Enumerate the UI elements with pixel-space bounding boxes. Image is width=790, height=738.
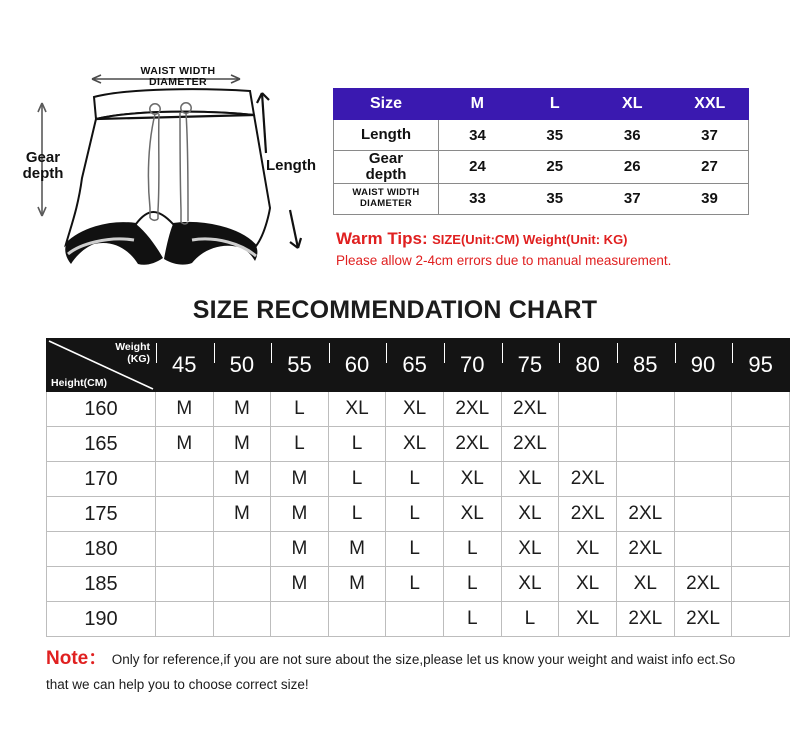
table-row: [47, 532, 790, 567]
size-table-header-row: [334, 89, 749, 120]
size-cell-L: L: [328, 427, 386, 462]
size-cell-XL: XL: [501, 497, 559, 532]
size-cell-L: L: [386, 497, 444, 532]
size-cell-2XL: 2XL: [616, 602, 674, 637]
size-cell-empty: [559, 392, 617, 427]
size-column-xxl: XXL: [671, 89, 749, 120]
size-cell-empty: [674, 392, 732, 427]
size-cell-XL: XL: [501, 567, 559, 602]
warm-tips-title: Warm Tips:: [336, 229, 428, 248]
size-cell-M: M: [271, 567, 329, 602]
size-cell-M: M: [271, 532, 329, 567]
weight-header-65: 65: [386, 339, 444, 392]
weight-header-85: 85: [616, 339, 674, 392]
size-cell-XL: XL: [328, 392, 386, 427]
weight-header-60: 60: [328, 339, 386, 392]
warm-tips-line2: Please allow 2-4cm errors due to manual measurement.: [336, 252, 672, 268]
size-cell-empty: [156, 497, 214, 532]
size-cell-L: L: [271, 427, 329, 462]
size-cell-2XL: 2XL: [616, 532, 674, 567]
table-row: [47, 602, 790, 637]
weight-header-45: 45: [156, 339, 214, 392]
size-cell-empty: [674, 427, 732, 462]
gear-depth-line2: depth: [365, 165, 407, 183]
length-label: Length: [266, 157, 316, 174]
shorts-measurement-diagram: [8, 58, 328, 283]
size-table-header: [334, 89, 749, 120]
height-header-190: 190: [47, 602, 156, 637]
weight-header-55: 55: [271, 339, 329, 392]
size-cell-L: L: [328, 497, 386, 532]
size-cell-empty: [156, 602, 214, 637]
size-cell-L: L: [501, 602, 559, 637]
product-measurement-section: [0, 0, 790, 285]
size-cell-XL: XL: [386, 392, 444, 427]
waist-label-line2: DIAMETER: [148, 76, 208, 89]
rec-grid-body: [47, 392, 790, 637]
size-cell-empty: [616, 427, 674, 462]
rec-grid-corner: [47, 339, 156, 392]
size-cell-empty: [732, 602, 790, 637]
gear-label-line2: depth: [22, 164, 64, 182]
height-axis-label: Height(CM): [51, 377, 107, 389]
size-cell-M: M: [213, 497, 271, 532]
gear-depth-line1: Gear: [368, 150, 404, 167]
warm-tips-units: SIZE(Unit:CM) Weight(Unit: KG): [432, 232, 628, 247]
table-row: [334, 183, 749, 214]
size-cell-XL: XL: [501, 532, 559, 567]
height-header-175: 175: [47, 497, 156, 532]
size-measurement-table: [333, 88, 749, 215]
size-cell-empty: [674, 462, 732, 497]
height-header-170: 170: [47, 462, 156, 497]
size-cell-2XL: 2XL: [443, 392, 501, 427]
note-title: Note：: [46, 648, 108, 669]
weight-header-50: 50: [213, 339, 271, 392]
warm-tips-note: [336, 228, 756, 270]
size-cell: 37: [594, 183, 672, 214]
size-cell-L: L: [386, 567, 444, 602]
size-cell-empty: [271, 602, 329, 637]
height-header-160: 160: [47, 392, 156, 427]
size-cell-2XL: 2XL: [443, 427, 501, 462]
size-cell-2XL: 2XL: [616, 497, 674, 532]
size-cell: 36: [594, 120, 672, 151]
size-cell: 25: [516, 151, 594, 184]
size-cell-empty: [156, 462, 214, 497]
size-cell-empty: [328, 602, 386, 637]
size-table-corner: Size: [334, 89, 439, 120]
size-cell-M: M: [271, 497, 329, 532]
size-cell-L: L: [386, 462, 444, 497]
weight-header-75: 75: [501, 339, 559, 392]
size-cell: 27: [671, 151, 749, 184]
size-cell-2XL: 2XL: [501, 392, 559, 427]
weight-axis-label: [115, 341, 150, 365]
size-column-l: L: [516, 89, 594, 120]
shorts-shadow: [68, 239, 256, 256]
rec-grid-header-row: [47, 339, 790, 392]
size-cell-2XL: 2XL: [674, 602, 732, 637]
bottom-note: [46, 645, 756, 696]
size-cell: 35: [516, 183, 594, 214]
size-cell-empty: [213, 532, 271, 567]
size-cell-empty: [732, 462, 790, 497]
size-cell-empty: [732, 427, 790, 462]
size-cell-XL: XL: [559, 567, 617, 602]
size-cell-XL: XL: [559, 532, 617, 567]
size-cell: 37: [671, 120, 749, 151]
size-cell-empty: [616, 392, 674, 427]
waist-width-line2: DIAMETER: [359, 197, 412, 209]
size-cell-M: M: [271, 462, 329, 497]
table-row: [47, 427, 790, 462]
size-cell-L: L: [386, 532, 444, 567]
size-cell: 39: [671, 183, 749, 214]
size-table-body: [334, 120, 749, 215]
table-row: [334, 151, 749, 184]
size-cell-empty: [213, 602, 271, 637]
size-cell-M: M: [213, 392, 271, 427]
size-cell-M: M: [213, 427, 271, 462]
size-cell: 24: [439, 151, 517, 184]
size-cell-empty: [674, 532, 732, 567]
size-cell-XL: XL: [386, 427, 444, 462]
size-cell-empty: [156, 567, 214, 602]
weight-header-80: 80: [559, 339, 617, 392]
size-cell-empty: [156, 532, 214, 567]
size-cell-empty: [213, 567, 271, 602]
size-cell-M: M: [328, 532, 386, 567]
size-cell-M: M: [213, 462, 271, 497]
height-header-185: 185: [47, 567, 156, 602]
size-cell-2XL: 2XL: [559, 497, 617, 532]
size-cell: 34: [439, 120, 517, 151]
size-cell-empty: [674, 497, 732, 532]
size-cell: 26: [594, 151, 672, 184]
height-header-180: 180: [47, 532, 156, 567]
size-cell-2XL: 2XL: [674, 567, 732, 602]
note-body: Only for reference,if you are not sure about the size,please let us know your weight and waist info ect.So that we can help you to choose correct size!: [46, 652, 736, 692]
size-recommendation-grid: [46, 338, 790, 637]
table-row: [334, 120, 749, 151]
size-cell-empty: [732, 392, 790, 427]
size-cell-empty: [732, 532, 790, 567]
weight-label-line2: (KG): [127, 353, 150, 366]
waist-label-line1: WAIST WIDTH: [140, 65, 216, 77]
size-cell-M: M: [156, 427, 214, 462]
waist-width-line1: WAIST WIDTH: [352, 187, 420, 199]
size-cell-XL: XL: [559, 602, 617, 637]
size-cell-empty: [616, 462, 674, 497]
gear-depth-label: [12, 150, 74, 182]
weight-header-95: 95: [732, 339, 790, 392]
shorts-body: [66, 89, 270, 246]
size-cell-M: M: [328, 567, 386, 602]
size-cell-M: M: [156, 392, 214, 427]
size-row-label-gear-depth: [334, 151, 439, 184]
size-row-label-waist-width: [334, 183, 439, 214]
rec-grid-header: [47, 339, 790, 392]
page-title: SIZE RECOMMENDATION CHART: [192, 296, 598, 324]
waist-width-label: [118, 66, 238, 88]
size-cell-empty: [386, 602, 444, 637]
size-cell-XL: XL: [443, 497, 501, 532]
size-cell: 35: [516, 120, 594, 151]
size-cell-XL: XL: [616, 567, 674, 602]
size-cell-L: L: [443, 532, 501, 567]
table-row: [47, 497, 790, 532]
table-row: [47, 392, 790, 427]
size-cell-empty: [732, 567, 790, 602]
gear-label-line1: Gear: [25, 149, 61, 166]
size-cell-L: L: [328, 462, 386, 497]
size-cell-L: L: [443, 602, 501, 637]
height-header-165: 165: [47, 427, 156, 462]
weight-header-90: 90: [674, 339, 732, 392]
size-cell-XL: XL: [501, 462, 559, 497]
size-column-m: M: [439, 89, 517, 120]
size-cell-empty: [732, 497, 790, 532]
size-cell-2XL: 2XL: [559, 462, 617, 497]
size-column-xl: XL: [594, 89, 672, 120]
size-cell-XL: XL: [443, 462, 501, 497]
size-cell-L: L: [443, 567, 501, 602]
weight-label-line1: Weight: [115, 341, 150, 353]
table-row: [47, 567, 790, 602]
size-cell-empty: [559, 427, 617, 462]
size-cell-L: L: [271, 392, 329, 427]
size-cell-2XL: 2XL: [501, 427, 559, 462]
table-row: [47, 462, 790, 497]
size-cell: 33: [439, 183, 517, 214]
size-row-label-length: Length: [334, 120, 439, 151]
weight-header-70: 70: [443, 339, 501, 392]
